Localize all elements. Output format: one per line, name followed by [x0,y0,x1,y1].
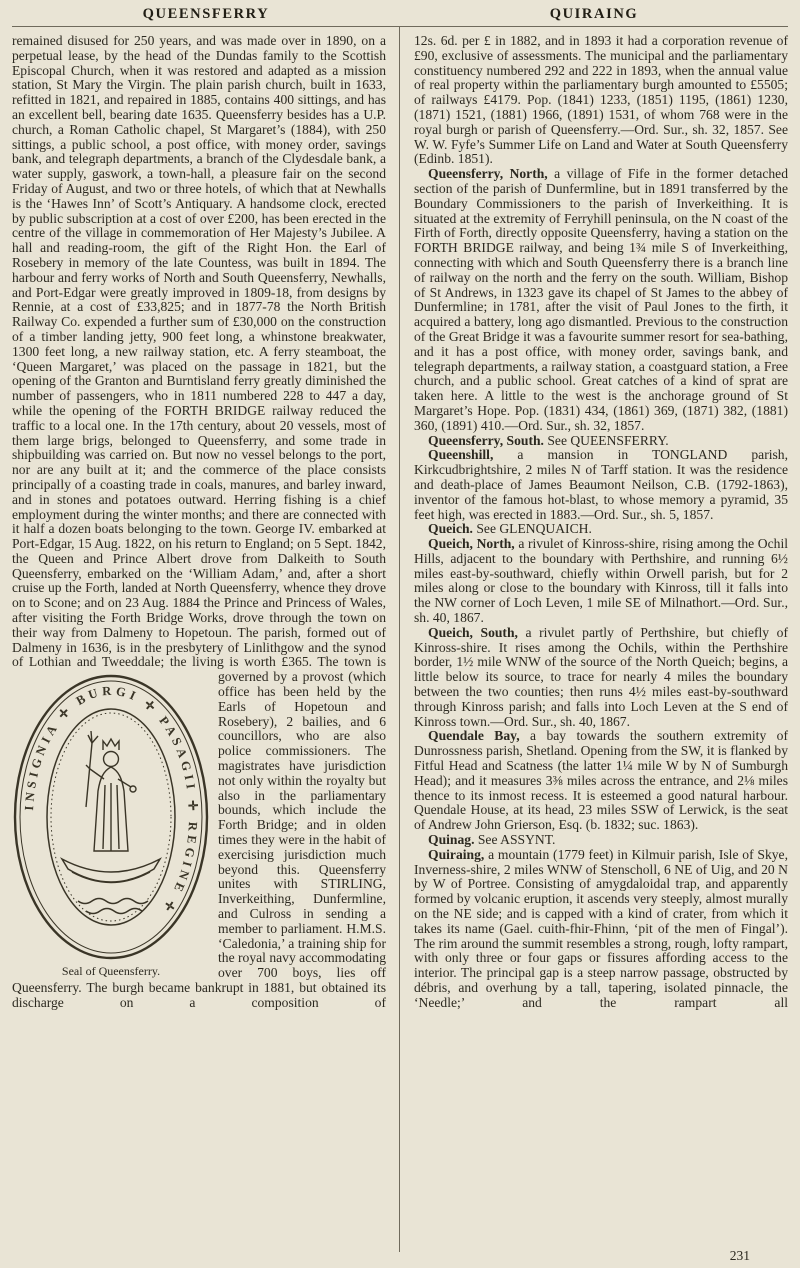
queensferry-statistics-continuation: 12s. 6d. per £ in 1882, and in 1893 it had a corporation revenue of £90, exclusive of assessments. The municipal and the parliamentary constituency numbered 292 and 222 in 1893, when the annual value of real property within the parliamentary burgh amounted to £5505; of railways £4179. Pop. (1841) 1233, (1851) 1195, (1861) 1230, (1871) 1521, (1881) 1966, (1891) 1531, of whom 768 were in the royal burgh or parish of Queensferry.—Ord. Sur., sh. 32, 1857. See W. W. Fyfe’s Summer Life on Land and Water at South Queensferry (Edinb. 1851). [414,33,788,167]
entry-heading: Queenshill, [428,447,494,463]
seal-wrap-block [12,670,386,1010]
entry-queensferry-south [414,434,788,449]
entry-heading: Quendale Bay, [428,728,520,744]
page-number: 231 [729,1248,750,1263]
seal-boat [62,859,160,914]
entry-body: a mountain (1779 feet) in Kilmuir parish, Isle of Skye, Inverness-shire, 2 miles WNW of Stenscholl, 6 NE of Uig, and 20 N by W of Portree. Consisting of amygdaloidal trap, and apparently formed by volcanic eruption, it ascends very steeply, almost murally on the NE side; and is capped with a kind of crater, from which it takes its name (Gael. cuith-fhir-Fhinn, ‘pit of the men of Fingal’). The rim around the summit resembles a strong, rough, lofty rampart, with only three or four gaps or fissures affording access to the interior. The principal gap is a steep narrow passage, obstructed by débris, and overhung by a tall, tapering, isolated pinnacle, the ‘Needle;’ and the rampart all [414,846,788,1010]
entry-body: See ASSYNT. [477,832,556,848]
entry-heading: Queich, South, [428,624,518,640]
entry-queensferry-north [414,167,788,433]
running-head-right: QUIRAING [549,6,639,22]
entry-heading: Quinag. [428,832,475,848]
entry-body: See QUEENSFERRY. [547,432,669,448]
entry-queich [414,522,788,537]
running-head-left: QUEENSFERRY [142,6,270,22]
text-columns [12,27,788,1011]
queensferry-article-continuation: remained disused for 250 years, and was made over in 1890, on a perpetual lease, by the head of the Dundas family to the Scottish Episcopal Church, when it was restored and adapted as a mission station, St Mary the Virgin. The plain parish church, built in 1633, refitted in 1821, and repaired in 1885, contains 400 sittings, and has an excellent bell, bearing date 1635. Queensferry besides has a U.P. church, a Roman Catholic chapel, St Margaret’s (1884), with 250 sittings, a public school, a post office, with money order, savings bank, and telegraph departments, a branch of the Clydesdale bank, a water supply, gaswork, a town-hall, a pleasure fair on the second Friday of August, and two or three hotels, of which that at Newhalls is the ‘Hawes Inn’ of Scott’s Antiquary. A handsome clock, erected by public subscription at a cost of over £200, has been erected in the centre of the village in commemoration of Her Majesty’s Jubilee. A hall and reading-room, the gift of the Right Hon. the Earl of Rosebery in memory of the late Countess, was built in 1894. The harbour and ferry works of North and South Queensferry, Newhalls, and Port-Edgar were greatly improved in 1809-18, from designs by Rennie, at a cost of £33,825; and in 1877-78 the North British Railway Co. expended a further sum of £30,000 on the construction of a timber landing jetty, 900 feet long, a whinstone breakwater, 1300 feet long, a new railway station, etc. A ferry steamboat, the ‘Queen Margaret,’ was placed on the passage in 1821, but the opening of the Granton and Burntisland ferry greatly diminished the number of passengers, who in 1811 numbered 228 to 447 a day, while the opening of the FORTH BRIDGE railway reduced the traffic to a local one. In the 17th century, about 20 vessels, most of them large brigs, belonged to Queensferry, and some trade in shipbuilding was carried on. But now no vessel belongs to the port, nor are any built at it; and the commerce of the place consists principally of a coasting trade in coals, manures, and barley inward, and in stones and potatoes outward. Herring fishing is a chief employment during the winter months; and there are connected with it half a dozen boats belonging to the town. George IV. embarked at Port-Edgar, 15 Aug. 1822, on his return to England; on 5 Sept. 1842, the Queen and Prince Albert drove from Dalkeith to South Queensferry, embarked on the ‘William Adam,’ and, after a short cruise up the Forth, landed at North Queensferry, whence they drove on to Scone; and on 23 Aug. 1884 the Prince and Princess of Wales, after visiting the Forth Bridge Works, drove through the town on their way from Dalmeny to Hopetoun. The parish, formed out of Dalmeny in 1636, is in the presbytery of Linlithgow and the synod of Lothian and Tweeddale; the living is worth £365. The town is [12,33,386,670]
entry-body: a village of Fife in the former detached section of the parish of Dunfermline, but in 1891 transferred by the Boundary Commissioners to the parish of Inverkeithing. It is situated at the extremity of Ferryhill peninsula, on the N coast of the Firth of Forth, directly opposite Queensferry, having a station on the FORTH BRIDGE railway, and being 1¾ mile S of Inverkeithing, connecting with which and South Queensferry there is a branch line of railway on the north and the ferry on the south. William, Bishop of St Andrews, in 1323 gave its chapel of St James to the abbey of Dunfermline; in 1781, after the visit of Paul Jones to the firth, it acquired a battery, long ago dismantled. Previous to the construction of the Great Bridge it was a favourite summer resort for sea-bathing, and it has a post office, with money order, savings bank, and telegraph departments, a railway station, a coastguard station, a Free church, and a public school. Great catches of a kind of sprat are taken here. A little to the west is the anchorage ground of St Margaret’s Hope. Pop. (1831) 434, (1861) 369, (1871) 382, (1881) 360, (1891) 410.—Ord. Sur., sh. 32, 1857. [414,166,788,433]
seal-of-queensferry [12,673,210,978]
entry-quendale-bay [414,729,788,833]
entry-body: a bay towards the southern extremity of Dunrossness parish, Shetland. Opening from the SW, it is flanked by Fitful Head and Scatness (the latter 1¼ mile W by N of Sumburgh Head); and it measures 3⅜ miles across the entrance, and 2⅛ miles thence to its inmost recess. It is esteemed a good natural harbour. Quendale House, at its head, 23 miles SSW of Lerwick, is the seat of Andrew John Grierson, Esq. (b. 1832; suc. 1863). [414,728,788,833]
seal-motto-text: INSIGNIA ✛ BURGI ✛ PASAGII ✛ REGINE ✛ [22,684,201,918]
queensferry-article-wrap-text: governed by a provost (which office has been held by the Earls of Hopetoun and Rosebery), 2 bailies, and 6 councillors, who are also police commissioners. The magistrates have jurisdiction not only within the royalty but also in the parliamentary bounds, which include the Forth Bridge; and in olden times they were in the habit of exercising jurisdiction much beyond this. Queensferry unites with STIRLING, Inverkeithing, Dunfermline, and Culross in sending a member to parliament. H.M.S. ‘Caledonia,’ a training ship for the royal navy accommodating over 700 boys, lies off Queensferry. The burgh became bankrupt in 1881, but obtained its discharge on a composition of [12,669,386,1010]
left-column [12,34,386,1011]
entry-queich-south [414,626,788,730]
seal-queen-figure [86,731,136,851]
entry-heading: Queensferry, South. [428,432,544,448]
entry-queich-north [414,537,788,626]
entry-heading: Queensferry, North, [428,166,548,182]
entry-heading: Queich, North, [428,536,515,552]
entry-quiraing [414,848,788,1011]
right-column [414,34,788,1011]
entry-body: a mansion in TONGLAND parish, Kirkcudbrightshire, 2 miles N of Tarff station. It was the residence and death-place of James Beaumont Neilson, C.B. (1792-1863), inventor of the famous hot-blast, to whose memory a pyramid, 35 feet high, was erected in 1883.—Ord. Sur., sh. 5, 1857. [414,447,788,522]
entry-body: a rivulet of Kinross-shire, rising among the Ochil Hills, adjacent to the boundary with Perthshire, and running 6½ miles east-by-southward, chiefly within Orwell parish, but for 2 miles along or close to the boundary with Kinross, till it falls into the NW corner of Loch Leven, 1 mile SE of Milnathort.—Ord. Sur., sh. 40, 1867. [414,536,789,626]
entry-body: See GLENQUAICH. [476,521,592,537]
seal-engraving-image [12,673,210,961]
entry-quinag [414,833,788,848]
seal-caption: Seal of Queensferry. [61,964,161,979]
column-divider-rule [399,27,400,1252]
entry-heading: Queich. [428,521,473,537]
entry-queenshill [414,448,788,522]
entry-body: a rivulet partly of Perthshire, but chiefly of Kinross-shire. It rises among the Ochils, within the Perthshire border, 1½ mile WNW of the source of the North Queich; begins, a little below its source, to trace for nearly 4 miles the boundary between the two counties; then runs 4½ miles east-by-southward through Kinross parish; and falls into Loch Leven at the S end of Kinross town.—Ord. Sur., sh. 40, 1867. [414,624,788,729]
entry-heading: Quiraing, [428,846,485,862]
running-heads [12,6,788,27]
